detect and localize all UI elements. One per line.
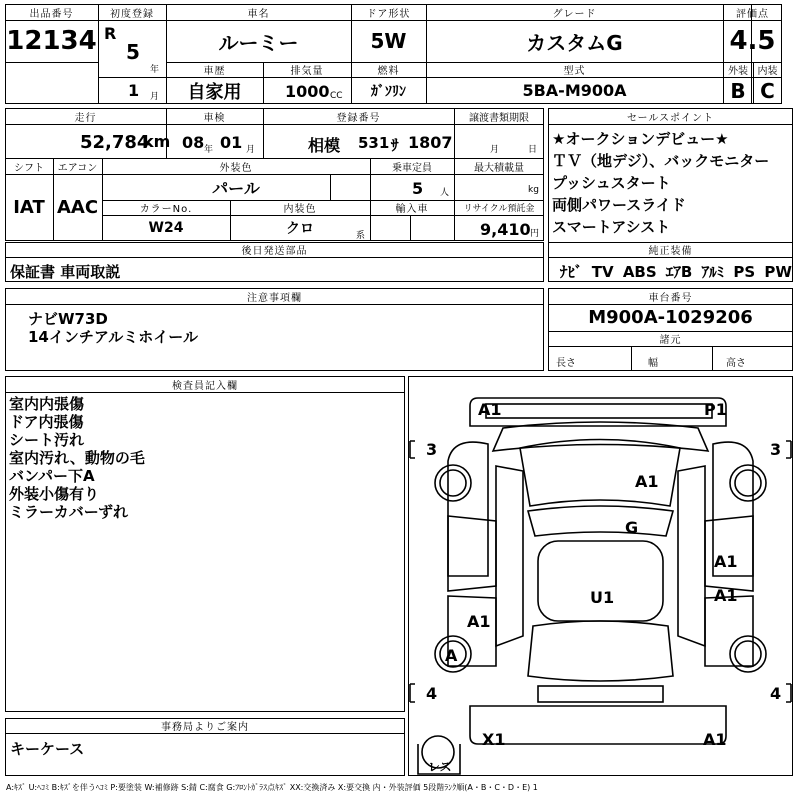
- colorno-label: カラーNo.: [139, 204, 193, 215]
- intcolor-unit: 系: [356, 231, 366, 241]
- insp-month: 01: [220, 133, 243, 152]
- plate-area: 相模: [308, 136, 341, 155]
- spec-label: 諸元: [659, 335, 682, 346]
- equipment-list: [560, 261, 792, 282]
- office-value: キーケース: [10, 740, 85, 758]
- fuel-label: 燃料: [377, 66, 400, 77]
- car-name: ルーミー: [218, 30, 299, 55]
- sales-label: セールスポイント: [626, 112, 715, 124]
- model-label: 型式: [563, 66, 586, 77]
- mark-front-left: A1: [478, 400, 502, 419]
- length-label: 長さ: [556, 358, 576, 369]
- inspector-item: 外装小傷有り: [9, 485, 100, 503]
- door: 5W: [370, 29, 407, 53]
- chassis-label: 車台番号: [648, 292, 693, 304]
- height-label: 高さ: [726, 358, 746, 369]
- capacity-unit: 人: [440, 188, 450, 198]
- insp-year: 08: [182, 133, 205, 152]
- tire-rear-right: 4: [770, 684, 782, 703]
- color-label: 外装色: [219, 162, 253, 174]
- inspector-item: バンパー下A: [9, 467, 95, 485]
- equip-abs: ABS: [622, 263, 657, 281]
- intcolor: クロ: [286, 221, 314, 237]
- ext-label: 外装: [728, 66, 748, 77]
- equip-tv: TV: [591, 263, 614, 281]
- load-unit: kg: [528, 185, 539, 195]
- score: 4.5: [729, 26, 776, 56]
- chassis-number: M900A-1029206: [588, 307, 753, 328]
- equipment-label: 純正装備: [648, 246, 693, 257]
- inspector-item: 室内内張傷: [9, 395, 85, 413]
- mileage-label: 走行: [74, 112, 97, 124]
- recycle-unit: 円: [530, 229, 540, 239]
- sales-item: スマートアシスト: [552, 218, 671, 236]
- reg-month: 1: [128, 81, 140, 100]
- shift: IAT: [13, 197, 45, 218]
- mark-windshield: G: [625, 518, 639, 537]
- grade-label: グレード: [552, 8, 597, 20]
- inspector-label: 検査員記入欄: [172, 380, 238, 392]
- int-label: 内装: [757, 66, 778, 77]
- ac: AAC: [56, 197, 99, 218]
- month-unit: 月: [150, 92, 160, 102]
- plate-label: 登録番号: [336, 112, 381, 124]
- tire-front-left: 3: [426, 440, 438, 459]
- recycle-label: リサイクル預託金: [463, 204, 535, 214]
- import-label: 輸入車: [395, 204, 429, 215]
- insp-month-unit: 月: [246, 145, 256, 155]
- model: 5BA-M900A: [522, 81, 627, 100]
- door-label: ドア形状: [366, 8, 411, 20]
- note-item: ナビW73D: [28, 310, 108, 328]
- load-label: 最大積載量: [474, 162, 524, 174]
- inspector-item: 室内汚れ、動物の毛: [9, 449, 145, 467]
- legend: A:ｷｽﾞ U:ﾍｺﾐ B:ｷｽﾞを伴うﾍｺﾐ P:要塗装 W:補修跡 S:錆 C:腐食 G:ﾌﾛﾝﾄｶﾞﾗｽ点ｷｽﾞ XX:交換済み X:要交換 内・外装評価 5段階ﾗﾝｸ順(A・B・C・D・E) 1: [6, 783, 538, 792]
- car-name-label: 車名: [247, 8, 270, 20]
- insp-year-unit: 年: [204, 145, 214, 155]
- inspector-item: ミラーカバーずれ: [9, 503, 128, 521]
- capacity-label: 乗車定員: [392, 162, 432, 174]
- fuel: ｶﾞｿﾘﾝ: [371, 83, 406, 100]
- plate-class: 531: [358, 134, 390, 152]
- grade: カスタムG: [526, 30, 623, 55]
- shift-label: シフト: [14, 162, 44, 174]
- mark-roof: U1: [590, 588, 615, 607]
- ext-score: B: [730, 78, 746, 103]
- transfer-month: 月: [490, 145, 500, 155]
- equip-airbag: ｴｱB: [665, 263, 693, 281]
- displacement: 1000: [285, 82, 330, 101]
- recycle: 9,410: [480, 220, 531, 239]
- cc-unit: CC: [330, 91, 343, 101]
- history: 自家用: [187, 81, 242, 103]
- transfer-day: 日: [528, 145, 538, 155]
- km-unit: km: [143, 132, 171, 151]
- note-item: 14インチアルミホイール: [28, 328, 198, 346]
- lot-label: 出品番号: [29, 8, 74, 20]
- year-unit: 年: [150, 65, 160, 75]
- sales-list: [552, 128, 769, 238]
- era: R: [104, 24, 117, 43]
- color: パール: [212, 178, 260, 198]
- mileage: 52,784: [80, 132, 150, 153]
- later-label: 後日発送部品: [241, 246, 308, 257]
- inspector-item: ドア内張傷: [9, 413, 84, 431]
- colorno: W24: [148, 220, 184, 236]
- office-label: 事務局よりご案内: [161, 722, 249, 733]
- car-outline: [408, 376, 793, 776]
- equip-pw: PW: [764, 263, 792, 281]
- spare-tire-label: レス: [428, 760, 452, 774]
- inspection-label: 車検: [203, 112, 226, 124]
- history-label: 車歴: [203, 66, 226, 77]
- transfer-label: 譲渡書類期限: [469, 112, 529, 124]
- equip-ps: PS: [733, 263, 756, 281]
- reg-year: 5: [126, 40, 140, 64]
- plate-no: 1807: [408, 133, 453, 152]
- mark-left-wheel: A: [445, 646, 458, 665]
- tire-rear-left: 4: [426, 684, 438, 703]
- sales-item: ＴＶ（地デジ）、バックモニター: [552, 152, 770, 170]
- inspector-list: [9, 395, 145, 521]
- mark-right-door: A1: [714, 552, 738, 571]
- equip-navi: ﾅﾋﾞ: [560, 263, 583, 281]
- notes-label: 注意事項欄: [247, 292, 302, 304]
- score-label: 評価点: [736, 8, 769, 20]
- mark-front-right: P1: [704, 400, 727, 419]
- intcolor-label: 内装色: [283, 204, 317, 215]
- mark-hood: A1: [635, 472, 659, 491]
- int-score: C: [760, 78, 775, 103]
- mark-left-rear: A1: [467, 612, 491, 631]
- mark-right-rear: A1: [714, 586, 738, 605]
- tire-front-right: 3: [770, 440, 782, 459]
- sales-item: プッシュスタート: [552, 174, 671, 192]
- capacity: 5: [412, 179, 424, 198]
- sales-item: ★オークションデビュー★: [552, 130, 729, 148]
- later-value: 保証書 車両取説: [10, 263, 121, 281]
- width-label: 幅: [648, 358, 658, 369]
- sales-item: 両側パワースライド: [552, 196, 686, 214]
- lot-number: 12134: [6, 26, 97, 56]
- first-reg-label: 初度登録: [110, 8, 154, 20]
- mark-rear-left: X1: [482, 730, 506, 749]
- mark-rear-right: A1: [703, 730, 727, 749]
- equip-alloy: ｱﾙﾐ: [701, 263, 725, 281]
- notes-list: [28, 310, 198, 346]
- ac-label: エアコン: [57, 162, 98, 174]
- inspector-item: シート汚れ: [9, 431, 85, 449]
- plate-kana: ｻ: [391, 136, 399, 154]
- displacement-label: 排気量: [290, 66, 324, 77]
